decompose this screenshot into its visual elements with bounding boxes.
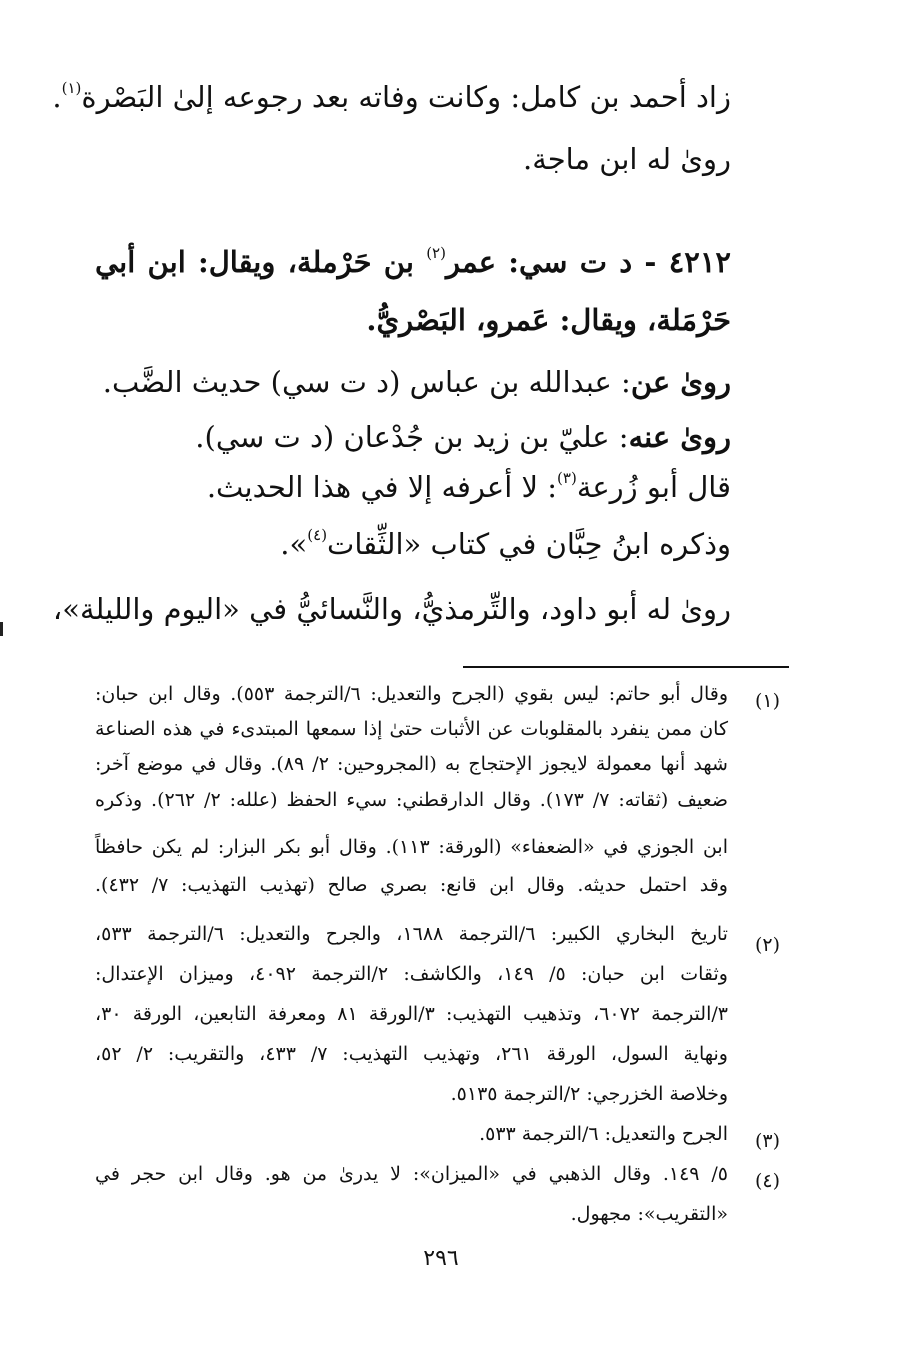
entry-heading-line-2: حَرْمَلة، ويقال: عَمرو، البَصْريُّ. (366, 303, 731, 337)
intro-period: . (52, 80, 62, 114)
entry-number: ٤٢١٢ - د ت سي: عمر (445, 245, 731, 279)
footnote-number-3: (٣) (754, 1130, 780, 1152)
narrated-by-authors-line: رویٰ له أبو داود، والتِّرمذيُّ، والنَّسائيُّ في «اليوم والليلة»، (52, 592, 731, 626)
footnote-2-line: وثقات ابن حبان: ٥/ ١٤٩، والكاشف: ٢/الترجمة ٤٠٩٢، وميزان الإعتدال: (95, 963, 728, 985)
footnote-1-line: وقد احتمل حديثه. وقال ابن قانع: بصري صالح (تهذيب التهذيب: ٧/ ٤٣٢). (95, 874, 728, 896)
footnote-2-line: ونهاية السول، الورقة ٢٦١، وتهذيب التهذيب: ٧/ ٤٣٣، والتقريب: ٢/ ٥٢، (95, 1043, 728, 1065)
footnote-ref-1: (١) (61, 79, 82, 97)
narrated-from-text: : عبدالله بن عباس (د ت سي) حديث الضَّب. (102, 365, 631, 399)
footnote-4-line: «التقريب»: مجهول. (570, 1203, 728, 1225)
footnote-number-4: (٤) (754, 1170, 780, 1192)
narrated-by-label: رویٰ عنه (628, 420, 731, 454)
narrated-by-text: : عليّ بن زيد بن جُدْعان (د ت سي). (195, 420, 629, 454)
footnote-separator (463, 666, 789, 668)
footnote-ref-3: (٣) (557, 469, 577, 487)
footnote-2-line: وخلاصة الخزرجي: ٢/الترجمة ٥١٣٥. (450, 1083, 728, 1105)
abu-zura-line (95, 470, 731, 505)
footnote-1-line: كان ممن ينفرد بالمقلوبات عن الأثبات حتىٰ إذا سمعها المبتدىء في هذه الصناعة (95, 718, 728, 740)
footnote-3-line: الجرح والتعديل: ٦/الترجمة ٥٣٣. (479, 1123, 728, 1145)
footnote-ref-4: (٤) (307, 526, 328, 544)
ibn-hibban-text: وذكره ابنُ حِبَّان في كتاب «الثِّقات (327, 527, 731, 561)
footnote-1-line: شهد أنها معمولة لايجوز الإحتجاج به (المجروحين: ٢/ ٨٩). وقال في موضع آخر: (95, 753, 728, 775)
ibn-hibban-end: ». (280, 527, 308, 561)
footnote-2-line: ٣/الترجمة ٦٠٧٢، وتذهيب التهذيب: ٣/الورقة ٨١ ومعرفة التابعين، الورقة ٣٠، (95, 1003, 728, 1025)
footnote-2-line: تاريخ البخاري الكبير: ٦/الترجمة ١٦٨٨، والجرح والتعديل: ٦/الترجمة ٥٣٣، (95, 923, 728, 945)
ibn-hibban-line (95, 527, 731, 562)
abu-zura-quote: : لا أعرفه إلا في هذا الحديث. (206, 470, 558, 504)
narrated-from-label: روىٰ عن (630, 365, 731, 399)
footnote-1-line: وقال أبو حاتم: ليس بقوي (الجرح والتعديل: ٦/الترجمة ٥٥٣). وقال ابن حبان: (95, 683, 728, 705)
intro-text: زاد أحمد بن كامل: وكانت وفاته بعد رجوعه إلىٰ البَصْرة (81, 80, 731, 114)
footnote-number-2: (٢) (754, 934, 780, 956)
intro-line-1 (52, 79, 731, 115)
footnote-1-line: ابن الجوزي في «الضعفاء» (الورقة: ١١٣). وقال أبو بكر البزار: لم يكن حافظاً (95, 836, 728, 858)
footnote-1-line: ضعيف (ثقاته: ٧/ ١٧٣). وقال الدارقطني: سيء الحفظ (علله: ٢/ ٢٦٢). وذكره (95, 789, 728, 811)
narrated-from-line (95, 365, 731, 400)
entry-heading-rest: بن حَرْملة، ويقال: ابن أبي (95, 245, 427, 279)
footnote-ref-2: (٢) (426, 244, 446, 262)
entry-heading-line-1 (95, 245, 731, 280)
footnote-number-1: (١) (754, 690, 780, 712)
narrated-by-line (95, 420, 731, 455)
footnote-4-line: ٥/ ١٤٩. وقال الذهبي في «الميزان»: لا يدرىٰ من هو. وقال ابن حجر في (95, 1163, 728, 1185)
scan-edge-mark (0, 622, 3, 636)
intro-line-2: رویٰ له ابن ماجة. (522, 142, 731, 176)
abu-zura-text: قال أبو زُرعة (576, 470, 731, 504)
page-number: ٢٩٦ (423, 1246, 459, 1271)
